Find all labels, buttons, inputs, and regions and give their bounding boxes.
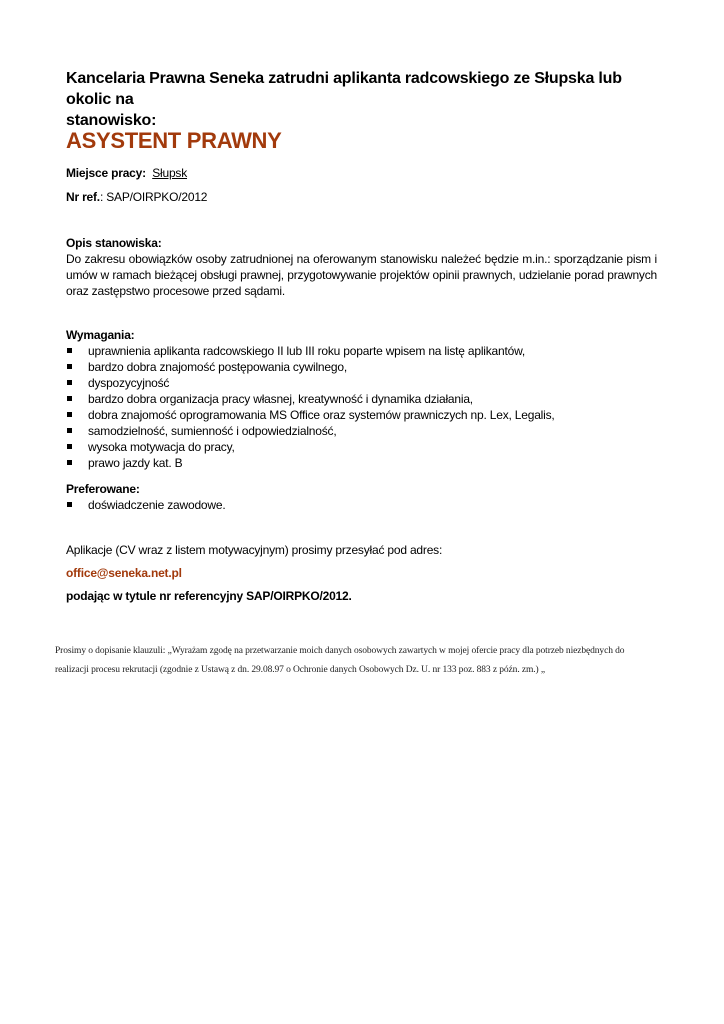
list-item: bardzo dobra znajomość postępowania cywilnego, [66,359,555,375]
location-label: Miejsce pracy: [66,166,146,180]
square-bullet-icon [67,364,72,369]
email-link[interactable]: office@seneka.net.pl [66,566,182,580]
reference-note: podając w tytule nr referencyjny SAP/OIRPKO/2012. [66,589,352,603]
requirements-heading: Wymagania: [66,328,135,342]
list-item: uprawnienia aplikanta radcowskiego II lub III roku poparte wpisem na listę aplikantów, [66,343,555,359]
location-value: Słupsk [152,166,188,180]
square-bullet-icon [67,348,72,353]
application-instructions: Aplikacje (CV wraz z listem motywacyjnym) prosimy przesyłać pod adres: [66,543,443,557]
list-item: samodzielność, sumienność i odpowiedzialność, [66,423,555,439]
list-item: dyspozycyjność [66,375,555,391]
list-item: dobra znajomość oprogramowania MS Office oraz systemów prawniczych np. Lex, Legalis, [66,407,555,423]
preferred-list [66,497,225,513]
consent-clause [55,642,665,680]
reference-label: Nr ref. [66,190,100,204]
square-bullet-icon [67,380,72,385]
consent-clause-line-2: realizacji procesu rekrutacji (zgodnie z Ustawą z dn. 29.08.97 o Ochronie danych Osobowych Dz. U. nr 133 poz. 883 z późn. zm.) „ [55,665,546,675]
square-bullet-icon [67,460,72,465]
intro-heading [66,68,666,131]
square-bullet-icon [67,502,72,507]
list-item: prawo jazdy kat. B [66,455,555,471]
description-heading: Opis stanowiska: [66,236,162,250]
description-text: Do zakresu obowiązków osoby zatrudnionej na oferowanym stanowisku należeć będzie m.in.: sporządzanie pism i umów w ramach bieżącej obsługi prawnej, przygotowywanie projektów opinii prawnych, udzielanie porad prawnych oraz zastępstwo procesowe przed sądami. [66,252,657,298]
list-item: wysoka motywacja do pracy, [66,439,555,455]
intro-line-1: Kancelaria Prawna Seneka zatrudni aplikanta radcowskiego ze Słupska lub okolic na [66,70,622,108]
square-bullet-icon [67,412,72,417]
requirements-list [66,343,555,471]
preferred-heading: Preferowane: [66,482,140,496]
job-title: ASYSTENT PRAWNY [66,128,282,153]
intro-line-2: stanowisko: [66,112,157,129]
consent-clause-line-1: Prosimy o dopisanie klauzuli: „Wyrażam zgodę na przetwarzanie moich danych osobowych zawartych w mojej ofercie pracy dla potrzeb niezbędnych do [55,646,625,656]
reference-value: : SAP/OIRPKO/2012 [99,190,208,204]
list-item: bardzo dobra organizacja pracy własnej, kreatywność i dynamika działania, [66,391,555,407]
list-item: doświadczenie zawodowe. [66,497,225,513]
square-bullet-icon [67,444,72,449]
location-line [66,166,187,180]
reference-line [66,190,207,204]
square-bullet-icon [67,428,72,433]
square-bullet-icon [67,396,72,401]
